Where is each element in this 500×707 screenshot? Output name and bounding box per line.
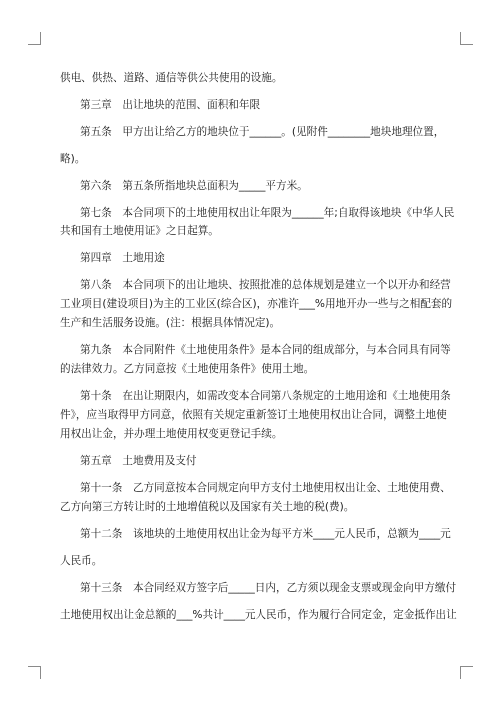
article-13-line-1: 第十三条 本合同经双方签字后_____日内，乙方须以现金支票或现金向甲方缴付 (80, 582, 457, 594)
article-9-line-2: 的法律效力。乙方同意按《土地使用条件》使用土地。 (60, 363, 315, 375)
article-10-line-1: 第十条 在出让期限内，如需改变本合同第八条规定的土地用途和《土地使用条 (80, 390, 451, 402)
text-line: 供电、供热、道路、通信等供公共使用的设施。 (60, 72, 283, 84)
chapter-heading: 第四章 土地用途 (80, 252, 165, 264)
article-13-line-2: 土地使用权出让金总额的___%共计____元人民币，作为履行合同定金，定金抵作出让 (60, 609, 457, 621)
crop-mark-bottom-right (460, 666, 473, 679)
article-8-line-3: 生产和生活服务设施。(注：根据具体情况定)。 (60, 317, 281, 329)
article-6-line-1: 第六条 第五条所指地块总面积为_____平方米。 (80, 180, 308, 192)
article-5-line-1: 第五条 甲方出让给乙方的地块位于______。(见附件________地块地理位置， (80, 126, 445, 138)
article-8-line-2: 工业项目(建设项目)为主的工业区(综合区)，亦准许___%用地开办一些与之相配套的 (60, 298, 453, 310)
article-7-line-1: 第七条 本合同项下的土地使用权出让年限为______年;自取得该地块《中华人民 (80, 207, 455, 219)
chapter-heading: 第五章 土地费用及支付 (80, 455, 197, 467)
crop-mark-bottom-left (28, 666, 41, 679)
article-12-line-1: 第十二条 该地块的土地使用权出让金为每平方米____元人民币，总额为____元 (80, 528, 451, 540)
crop-mark-top-left (28, 32, 41, 45)
article-10-line-3: 用权出让金，并办理土地使用权变更登记手续。 (60, 428, 283, 440)
article-8-line-1: 第八条 本合同项下的出让地块、按照批准的总体规划是建立一个以开办和经营 (80, 279, 451, 291)
article-9-line-1: 第九条 本合同附件《土地使用条件》是本合同的组成部分，与本合同具有同等 (80, 344, 451, 356)
article-7-line-2: 共和国有土地使用证》之日起算。 (60, 225, 219, 237)
article-11-line-1: 第十一条 乙方同意按本合同规定向甲方支付土地使用权出让金、土地使用费、 (80, 482, 451, 494)
article-10-line-2: 件》，应当取得甲方同意，依照有关规定重新签订土地使用权出让合同，调整土地使 (60, 409, 447, 421)
article-12-line-2: 人民币。 (60, 555, 103, 567)
crop-mark-top-right (460, 32, 473, 45)
article-11-line-2: 乙方向第三方转让时的土地增值税以及国家有关土地的税(费)。 (60, 501, 355, 513)
chapter-heading: 第三章 出让地块的范围、面积和年限 (80, 99, 261, 111)
article-5-line-2: 略)。 (60, 153, 86, 165)
